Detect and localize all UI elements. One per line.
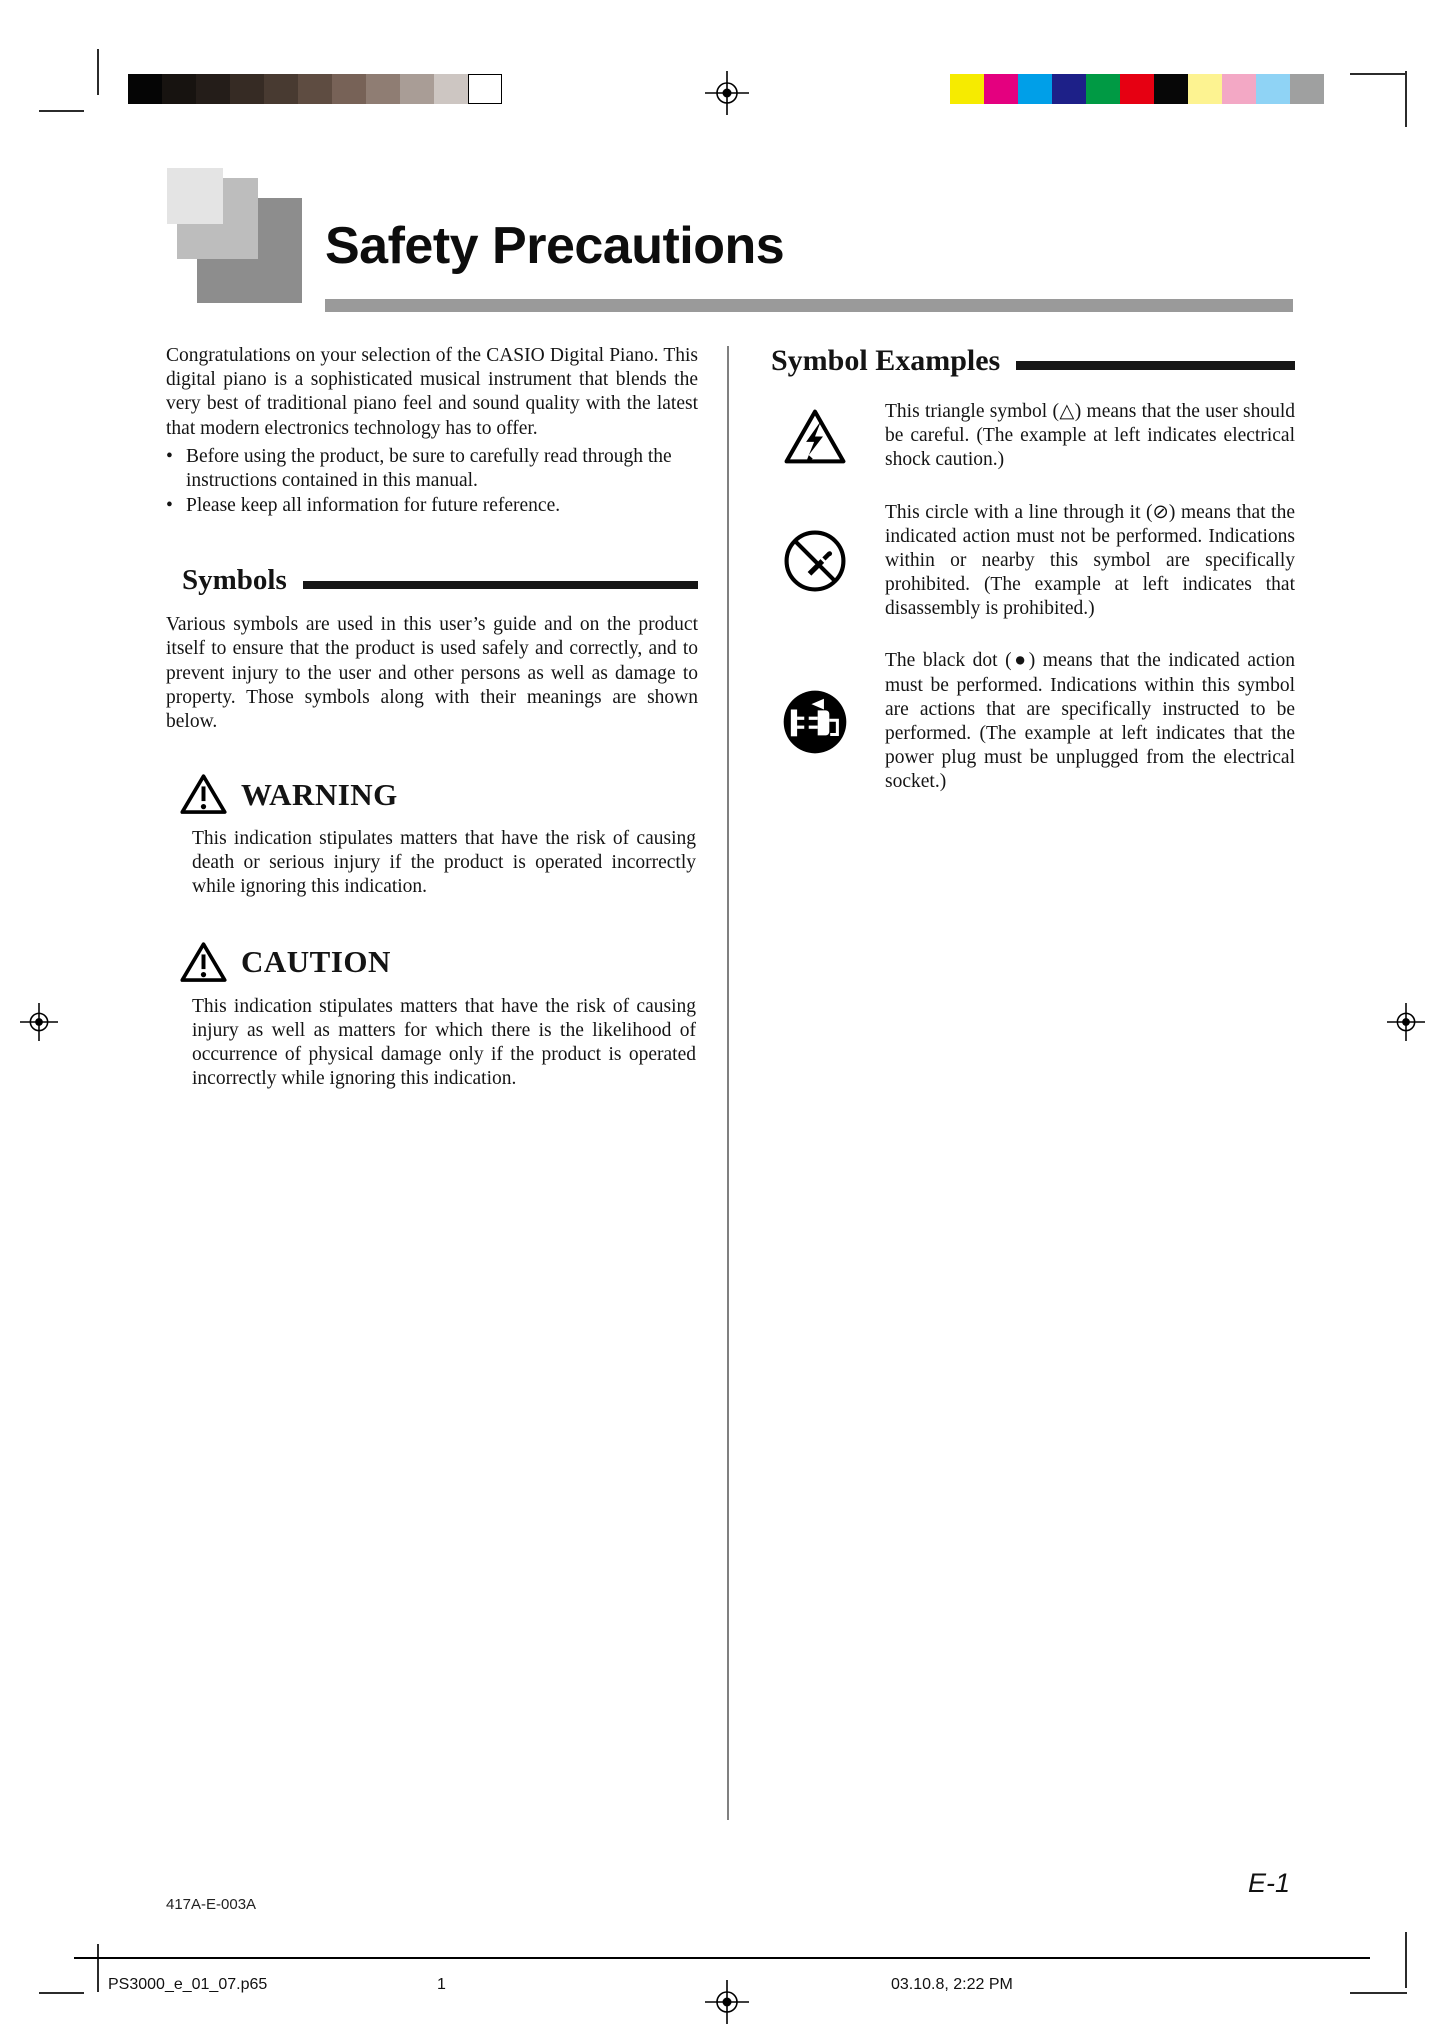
color-swatch: [1188, 74, 1222, 104]
trim-mark-bottom-right-v: [1405, 1932, 1407, 1988]
registration-crosshair-right-icon: [1387, 1003, 1425, 1041]
title-underline-bar: [325, 299, 1293, 312]
trim-mark-top-right-v: [1405, 71, 1407, 127]
registration-crosshair-top-icon: [705, 71, 749, 115]
footer-file-name: PS3000_e_01_07.p65: [108, 1976, 268, 1993]
column-divider: [727, 346, 729, 1820]
color-swatch: [1086, 74, 1120, 104]
heading-rule-bar: [303, 581, 698, 589]
mandatory-unplug-icon: [771, 688, 859, 756]
footer-rule: [74, 1957, 1370, 1959]
warning-heading-row: [166, 774, 698, 815]
grayscale-swatch: [264, 74, 298, 104]
bullet-text: • Please keep all information for future reference.: [186, 495, 561, 517]
symbol-example-item: [771, 649, 1295, 794]
trim-mark-bottom-right-h: [1350, 1992, 1407, 1994]
heading-rule-bar: [1016, 361, 1295, 370]
footer-timestamp: 03.10.8, 2:22 PM: [891, 1976, 1013, 1993]
grayscale-swatch: [298, 74, 332, 104]
footer-sheet-number: 1: [437, 1976, 446, 1993]
symbol-example-text: The black dot (●) means that the indicated action must be performed. Indications within this symbol are actions that are specifically instructed to be performed. (The example at left indicates that the power plug must be unplugged from the electrical socket.): [885, 650, 1295, 793]
warning-paragraph: This indication stipulates matters that have the risk of causing death or serious injury if the product is operated incorrectly while ignoring this indication.: [192, 828, 696, 898]
trim-mark-top-left-h: [39, 110, 84, 112]
color-swatch: [1052, 74, 1086, 104]
grayscale-swatch: [434, 74, 468, 104]
right-column: [771, 344, 1295, 794]
page-number: E-1: [1248, 1868, 1291, 1898]
color-swatch: [1018, 74, 1052, 104]
color-swatch: [1120, 74, 1154, 104]
trim-mark-top-right-h: [1350, 73, 1407, 75]
page-title: Safety Precautions: [325, 217, 785, 275]
trim-mark-bottom-left-v: [97, 1944, 99, 1992]
grayscale-swatch: [162, 74, 196, 104]
left-column: [166, 344, 698, 1091]
symbols-section-heading: [166, 564, 698, 597]
color-swatch: [984, 74, 1018, 104]
prohibited-disassembly-icon: [771, 528, 859, 594]
intro-paragraph: Congratulations on your selection of the CASIO Digital Piano. This digital piano is a sophisticated musical instrument that blends the very best of traditional piano feel and sound quality with the latest that modern electronics technology has to offer.: [166, 345, 698, 439]
caution-label: CAUTION: [241, 944, 391, 980]
grayscale-swatch: [332, 74, 366, 104]
grayscale-swatch: [128, 74, 162, 104]
color-swatch: [1222, 74, 1256, 104]
color-swatch: [1290, 74, 1324, 104]
electrical-shock-caution-icon: [771, 408, 859, 465]
grayscale-swatch: [196, 74, 230, 104]
list-item: [166, 445, 698, 493]
grayscale-swatch: [366, 74, 400, 104]
list-item: [166, 494, 698, 518]
warning-label: WARNING: [241, 776, 398, 812]
symbol-example-item: [771, 400, 1295, 473]
symbol-example-text: This triangle symbol (△) means that the user should be careful. (The example at left indicates electrical shock caution.): [885, 401, 1295, 471]
title-deco-square-light: [167, 168, 223, 224]
color-bar: [950, 74, 1324, 104]
symbol-example-item: [771, 501, 1295, 622]
grayscale-swatch: [468, 74, 502, 104]
trim-mark-top-left-v: [97, 49, 99, 95]
grayscale-bar: [128, 74, 502, 104]
symbol-examples-heading: [771, 344, 1295, 378]
symbols-intro-paragraph: Various symbols are used in this user’s guide and on the product itself to ensure that the product is used safely and correctly, and to prevent injury to the user and other persons as well as damage to property. Those symbols along with their meanings are shown below.: [166, 614, 698, 732]
grayscale-swatch: [400, 74, 434, 104]
symbols-heading-label: Symbols: [182, 564, 287, 597]
document-code: 417A-E-003A: [166, 1896, 257, 1913]
trim-mark-bottom-left-h: [39, 1992, 84, 1994]
color-swatch: [1154, 74, 1188, 104]
grayscale-swatch: [230, 74, 264, 104]
symbol-example-text: This circle with a line through it (⊘) means that the indicated action must not be performed. Indications within or nearby this symbol are specifically prohibited. (The example at left indicates that disassembly is prohibited.): [885, 501, 1295, 620]
warning-triangle-icon: [180, 774, 227, 815]
intro-bullet-list: [166, 445, 698, 519]
bullet-text: • Before using the product, be sure to carefully read through the instructions contained in this manual.: [186, 445, 672, 491]
color-swatch: [950, 74, 984, 104]
symbol-examples-heading-label: Symbol Examples: [771, 344, 1001, 377]
registration-crosshair-left-icon: [20, 1003, 58, 1041]
registration-crosshair-bottom-icon: [705, 1980, 749, 2024]
caution-triangle-icon: [180, 942, 227, 983]
caution-heading-row: [166, 942, 698, 983]
caution-paragraph: This indication stipulates matters that have the risk of causing injury as well as matters for which there is the likelihood of occurrence of physical damage only if the product is operated incorrectly while ignoring this indication.: [192, 995, 696, 1090]
color-swatch: [1256, 74, 1290, 104]
